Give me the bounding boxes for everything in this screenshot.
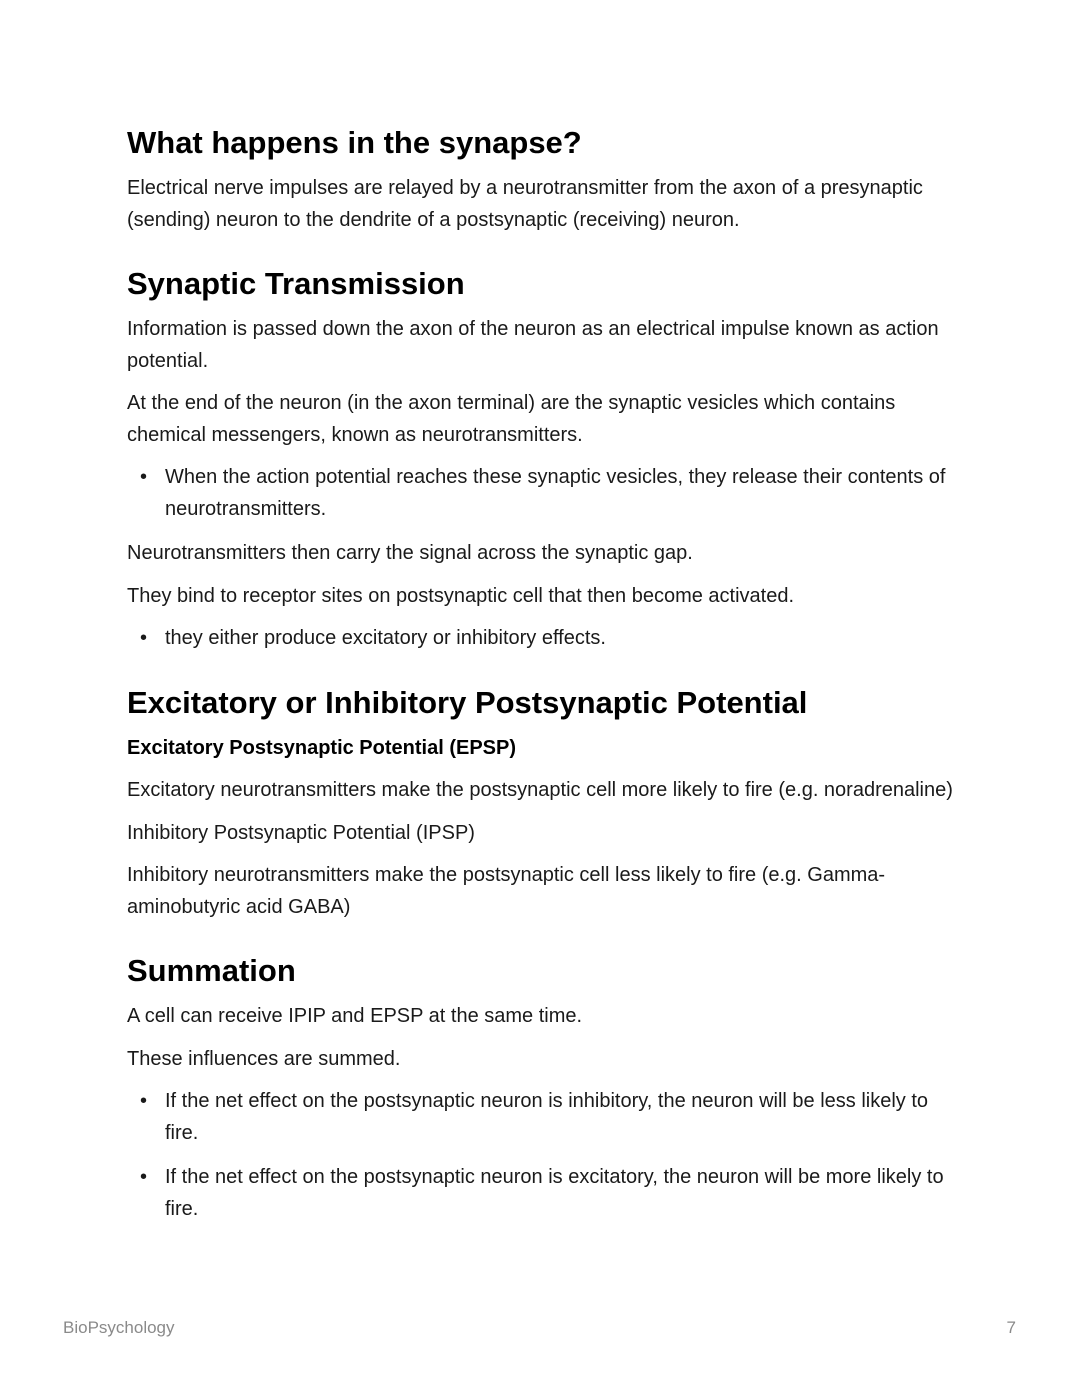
heading-synaptic-transmission: Synaptic Transmission <box>127 266 465 301</box>
heading-synapse: What happens in the synapse? <box>127 125 582 160</box>
list-item <box>127 1086 957 1149</box>
paragraph-summation-2: These influences are summed. <box>127 1047 401 1070</box>
paragraph-transmission-3: Neurotransmitters then carry the signal across the synaptic gap. <box>127 542 693 564</box>
bullet-icon: • <box>140 1090 148 1112</box>
paragraph-synapse-intro: Electrical nerve impulses are relayed by a neurotransmitter from the axon of a presynaptic (sending) neuron to the dendrite of a postsynaptic (receiving) neuron. <box>127 177 923 231</box>
bullet-list-effects <box>127 623 957 655</box>
heading-summation: Summation <box>127 953 296 988</box>
list-item-text: If the net effect on the postsynaptic neuron is excitatory, the neuron will be more likely to fire. <box>165 1166 944 1220</box>
paragraph-ipsp-label: Inhibitory Postsynaptic Potential (IPSP) <box>127 821 475 844</box>
bullet-icon: • <box>140 1166 148 1188</box>
bullet-icon: • <box>140 627 148 649</box>
heading-postsynaptic-potential: Excitatory or Inhibitory Postsynaptic Potential <box>127 684 808 720</box>
page-number: 7 <box>1006 1318 1016 1337</box>
paragraph-epsp: Excitatory neurotransmitters make the postsynaptic cell more likely to fire (e.g. noradrenaline) <box>127 779 953 801</box>
list-item-text: they either produce excitatory or inhibitory effects. <box>165 627 606 649</box>
paragraph-transmission-2: At the end of the neuron (in the axon terminal) are the synaptic vesicles which contains chemical messengers, known as neurotransmitters. <box>127 392 896 446</box>
list-item <box>127 462 957 525</box>
paragraph-transmission-1: Information is passed down the axon of the neuron as an electrical impulse known as action potential. <box>127 318 939 372</box>
page-content <box>127 123 957 1238</box>
paragraph-transmission-4: They bind to receptor sites on postsynaptic cell that then become activated. <box>127 584 795 607</box>
bullet-icon: • <box>140 466 148 488</box>
paragraph-summation-1: A cell can receive IPIP and EPSP at the same time. <box>127 1005 583 1027</box>
list-item-text: When the action potential reaches these synaptic vesicles, they release their contents of neurotransmitters. <box>165 466 946 520</box>
list-item <box>127 623 957 655</box>
footer-title: BioPsychology <box>63 1318 175 1337</box>
list-item-text: If the net effect on the postsynaptic neuron is inhibitory, the neuron will be less likely to fire. <box>165 1090 929 1144</box>
subheading-epsp: Excitatory Postsynaptic Potential (EPSP) <box>127 736 516 759</box>
list-item <box>127 1162 957 1225</box>
paragraph-ipsp: Inhibitory neurotransmitters make the postsynaptic cell less likely to fire (e.g. Gamma-aminobutyric acid GABA) <box>127 864 886 918</box>
bullet-list-summation <box>127 1086 957 1225</box>
bullet-list-vesicles <box>127 462 957 525</box>
